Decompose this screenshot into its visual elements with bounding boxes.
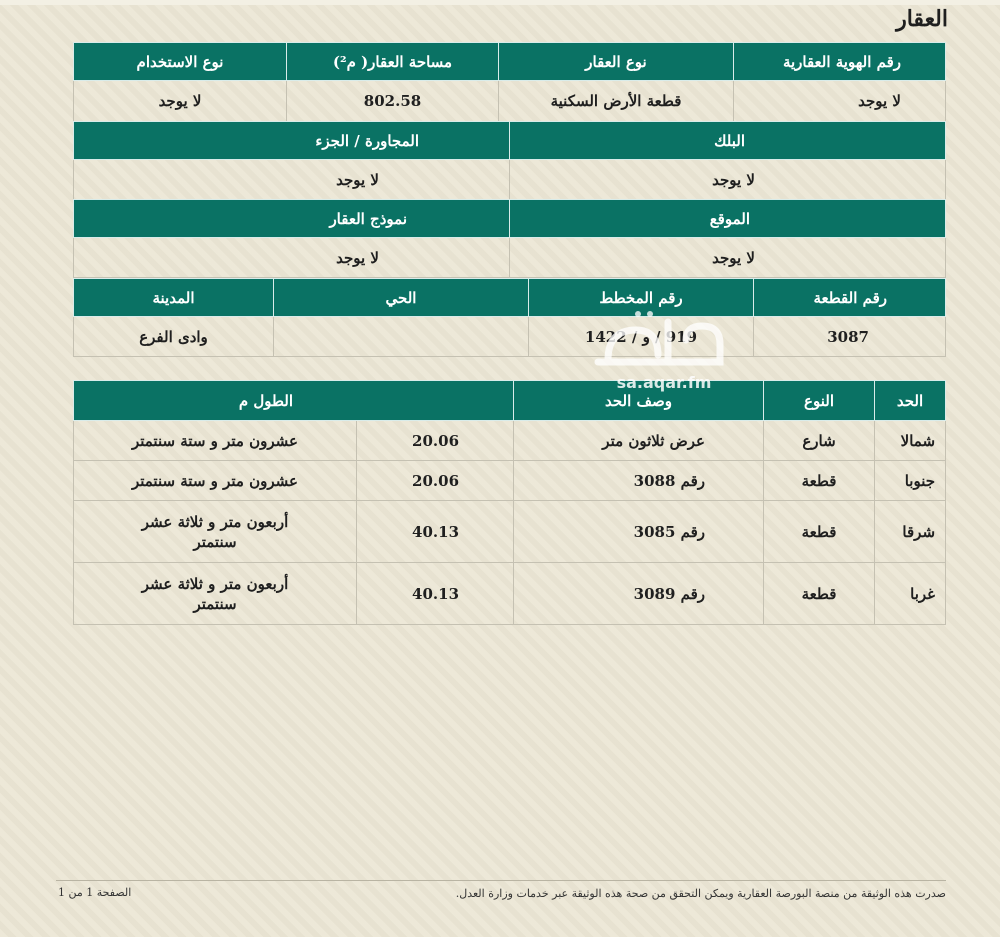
boundary-side: شمالا xyxy=(875,421,946,461)
header-property-area: مساحة العقار( م²) xyxy=(287,43,499,81)
header-property-type: نوع العقار xyxy=(499,43,734,81)
boundary-side: شرقا xyxy=(875,501,946,563)
header-location: الموقع xyxy=(510,200,946,238)
boundary-length-text: عشرون متر و ستة سنتمتر xyxy=(74,421,357,461)
boundary-description: عرض ثلاثون متر xyxy=(514,421,764,461)
boundary-length-text: أربعون متر و ثلاثة عشر سنتمتر xyxy=(74,563,357,625)
header-block: البلك xyxy=(510,122,946,160)
footer-divider xyxy=(56,880,946,881)
header-property-model: نموذج العقار xyxy=(74,200,510,238)
header-usage-type: نوع الاستخدام xyxy=(74,43,287,81)
boundary-description: رقم 3088 xyxy=(514,461,764,501)
plot-table xyxy=(73,278,946,357)
header-property-id: رقم الهوية العقارية xyxy=(734,43,946,81)
top-rule xyxy=(0,0,1000,5)
boundary-side: غربا xyxy=(875,563,946,625)
value-neighborhood-part: لا يوجد xyxy=(74,160,510,200)
value-usage-type: لا يوجد xyxy=(74,81,287,122)
section-title: العقار xyxy=(896,6,948,32)
header-plan-number: رقم المخطط xyxy=(529,279,754,317)
header-boundary-length: الطول م xyxy=(74,381,514,421)
header-district: الحي xyxy=(274,279,529,317)
value-district xyxy=(274,317,529,357)
location-table xyxy=(73,199,946,278)
boundary-length: 40.13 xyxy=(357,501,514,563)
property-basic-table xyxy=(73,42,946,122)
boundary-length-text: أربعون متر و ثلاثة عشر سنتمتر xyxy=(74,501,357,563)
value-property-model: لا يوجد xyxy=(74,238,510,278)
boundary-length: 20.06 xyxy=(357,421,514,461)
header-boundary-description: وصف الحد xyxy=(514,381,764,421)
page-number: الصفحة 1 من 1 xyxy=(58,886,132,899)
block-table xyxy=(73,121,946,200)
boundary-length: 40.13 xyxy=(357,563,514,625)
value-location: لا يوجد xyxy=(510,238,946,278)
value-plan-number: 919 / و / 1422 xyxy=(529,317,754,357)
header-plot-number: رقم القطعة xyxy=(754,279,946,317)
header-boundary-type: النوع xyxy=(764,381,875,421)
boundary-type: شارع xyxy=(764,421,875,461)
boundary-length: 20.06 xyxy=(357,461,514,501)
table-row xyxy=(74,563,946,625)
boundary-type: قطعة xyxy=(764,501,875,563)
value-property-area: 802.58 xyxy=(287,81,499,122)
value-property-type: قطعة الأرض السكنية xyxy=(499,81,734,122)
value-city: وادى الفرع xyxy=(74,317,274,357)
table-row xyxy=(74,501,946,563)
table-row xyxy=(74,461,946,501)
watermark-text: sa.aqar.fm xyxy=(616,373,712,392)
value-plot-number: 3087 xyxy=(754,317,946,357)
value-block: لا يوجد xyxy=(510,160,946,200)
boundaries-table xyxy=(73,380,946,625)
header-boundary-side: الحد xyxy=(875,381,946,421)
boundary-side: جنوبا xyxy=(875,461,946,501)
footer-note: صدرت هذه الوثيقة من منصة البورصة العقارية ويمكن التحقق من صحة هذه الوثيقة عبر خدمات وزارة العدل. xyxy=(455,887,946,900)
header-neighborhood-part: المجاورة / الجزء xyxy=(74,122,510,160)
boundary-description: رقم 3085 xyxy=(514,501,764,563)
boundary-description: رقم 3089 xyxy=(514,563,764,625)
boundary-type: قطعة xyxy=(764,563,875,625)
header-city: المدينة xyxy=(74,279,274,317)
boundary-type: قطعة xyxy=(764,461,875,501)
boundary-length-text: عشرون متر و ستة سنتمتر xyxy=(74,461,357,501)
value-property-id: لا يوجد xyxy=(734,81,946,122)
table-row xyxy=(74,421,946,461)
